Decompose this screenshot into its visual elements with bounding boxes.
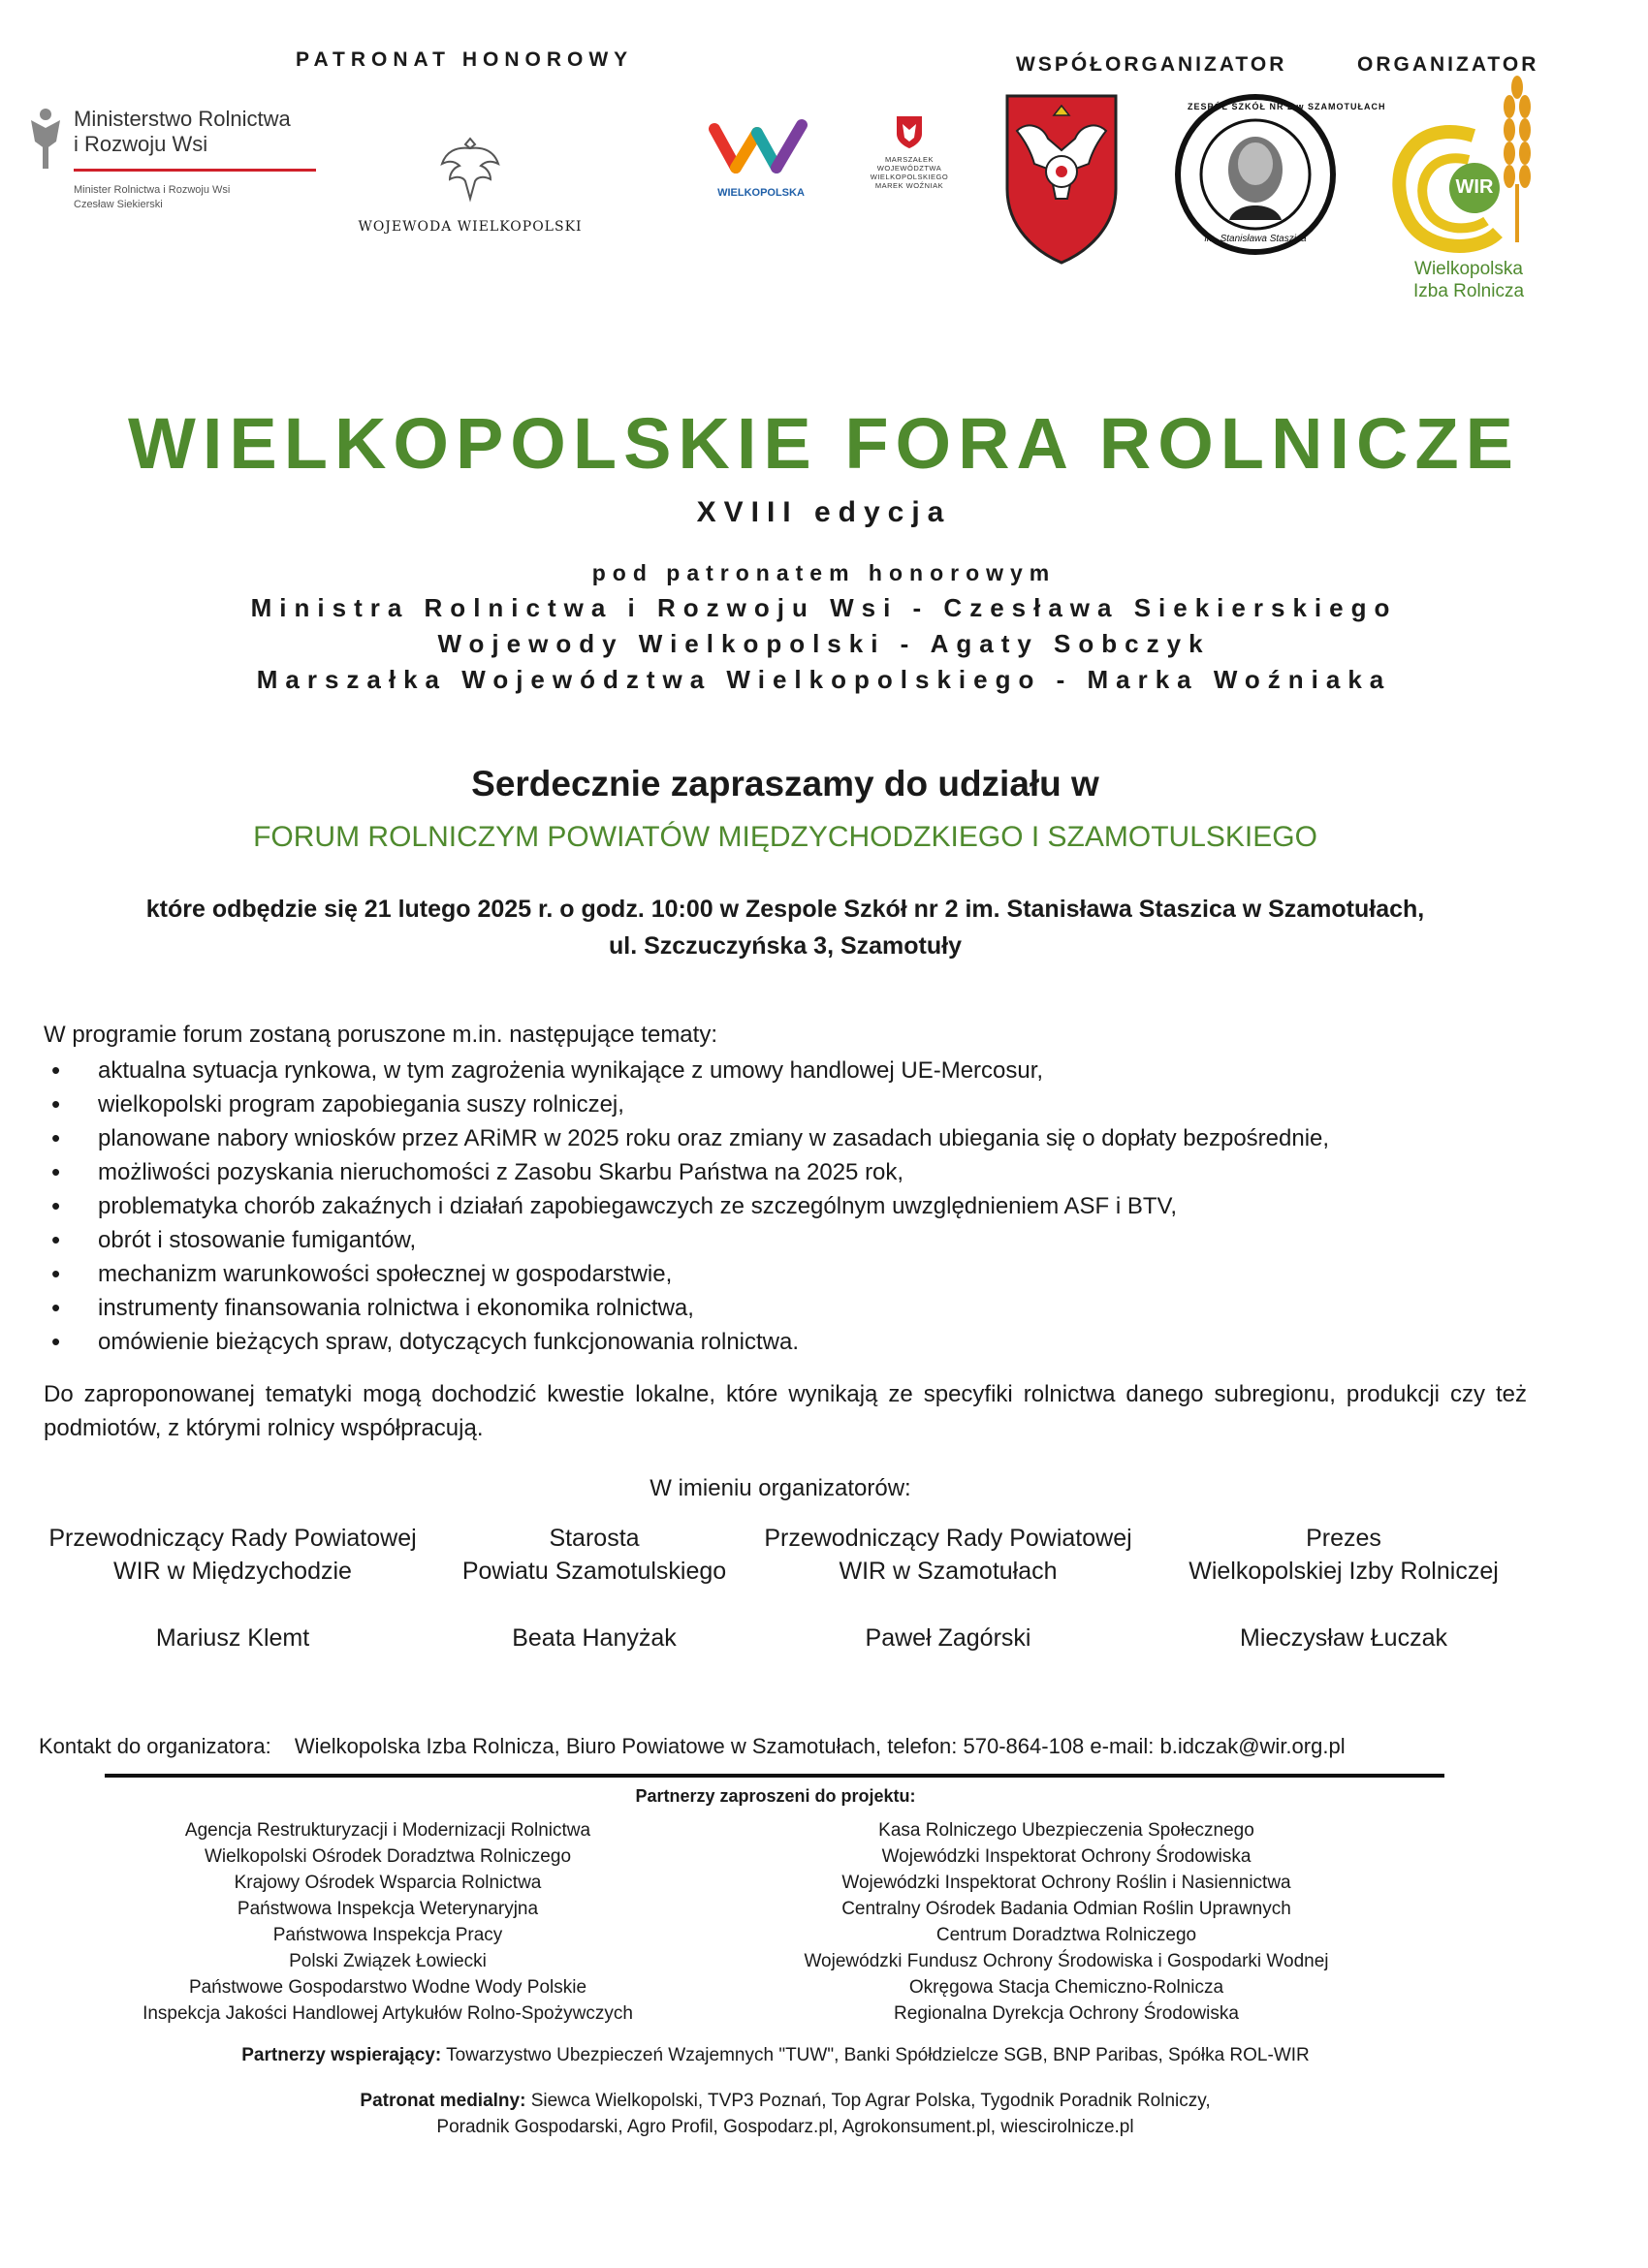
wielkopolska-w-icon bbox=[707, 111, 813, 179]
school-bottom-text: im. Stanisława Staszica bbox=[1204, 234, 1307, 244]
list-item: • możliwości pozyskania nieruchomości z Zasobu Skarbu Państwa na 2025 rok, bbox=[44, 1155, 1556, 1189]
wojewoda-label: WOJEWODA WIELKOPOLSKI bbox=[358, 219, 583, 235]
wir-name-line1: Wielkopolska bbox=[1414, 259, 1523, 279]
school-logo bbox=[1173, 92, 1386, 257]
partner-item: Państwowa Inspekcja Weterynaryjna bbox=[237, 1899, 539, 1919]
ministry-divider bbox=[74, 169, 316, 172]
invitation-heading: Serdecznie zapraszamy do udziału w bbox=[471, 764, 1099, 803]
partner-item: Kasa Rolniczego Ubezpieczenia Społecznego bbox=[878, 1820, 1254, 1841]
marszalek-line-3: WIELKOPOLSKIEGO bbox=[870, 173, 949, 181]
organizator-label: ORGANIZATOR bbox=[1357, 53, 1539, 76]
topics-list bbox=[44, 1054, 1556, 1359]
wir-logo bbox=[1372, 78, 1546, 310]
ministry-name-line1: Ministerstwo Rolnictwa bbox=[74, 107, 291, 131]
ministry-name-line2: i Rozwoju Wsi bbox=[74, 132, 208, 156]
signature-block bbox=[410, 1522, 778, 1654]
powiat-coat-of-arms bbox=[1003, 92, 1120, 267]
wir-badge: WIR bbox=[1455, 176, 1494, 198]
marszalek-logo bbox=[851, 114, 967, 211]
eagle-emblem-icon bbox=[436, 131, 504, 208]
signature-role: Przewodniczący Rady Powiatowej bbox=[764, 1525, 1132, 1552]
wielkopolska-label: WIELKOPOLSKA bbox=[717, 187, 805, 199]
supporting-label: Partnerzy wspierający: bbox=[241, 2045, 442, 2065]
details-line1: które odbędzie się 21 lutego 2025 r. o godz. 10:00 w Zespole Szkół nr 2 im. Stanisława Staszica w Szamotułach, bbox=[145, 896, 1425, 923]
partner-item: Wojewódzki Inspektorat Ochrony Roślin i Nasiennictwa bbox=[841, 1873, 1291, 1893]
list-item: • instrumenty finansowania rolnictwa i ekonomika rolnictwa, bbox=[44, 1291, 1556, 1325]
partners-right-column bbox=[776, 1817, 1357, 2027]
signature-name: Mariusz Klemt bbox=[155, 1624, 310, 1652]
school-emblem-icon bbox=[1173, 92, 1386, 257]
partner-item: Centralny Ośrodek Badania Odmian Roślin Uprawnych bbox=[841, 1899, 1291, 1919]
edition: XVIII edycja bbox=[696, 496, 952, 528]
list-item: • mechanizm warunkowości społecznej w gospodarstwie, bbox=[44, 1257, 1556, 1291]
partner-item: Wojewódzki Inspektorat Ochrony Środowiska bbox=[881, 1846, 1252, 1867]
signature-name: Mieczysław Łuczak bbox=[1240, 1624, 1447, 1652]
patron-2: Wojewody Wielkopolski - Agaty Sobczyk bbox=[437, 629, 1211, 658]
media-text-line2: Poradnik Gospodarski, Agro Profil, Gospodarz.pl, Agrokonsument.pl, wiescirolnicze.pl bbox=[436, 2117, 1134, 2137]
partner-item: Wojewódzki Fundusz Ochrony Środowiska i Gospodarki Wodnej bbox=[804, 1951, 1329, 1971]
signature-block bbox=[764, 1522, 1132, 1654]
partner-item: Agencja Restrukturyzacji i Modernizacji Rolnictwa bbox=[184, 1820, 591, 1841]
ministry-sub-line1: Minister Rolnictwa i Rozwoju Wsi bbox=[74, 184, 231, 196]
partner-item: Polski Związek Łowiecki bbox=[289, 1951, 487, 1971]
supporting-text: Towarzystwo Ubezpieczeń Wzajemnych "TUW", Banki Spółdzielcze SGB, BNP Paribas, Spółka ROL-WIR bbox=[446, 2045, 1310, 2065]
signature-name: Beata Hanyżak bbox=[512, 1624, 677, 1652]
media-label: Patronat medialny: bbox=[360, 2091, 526, 2111]
patron-3: Marszałka Województwa Wielkopolskiego - Marka Woźniaka bbox=[256, 665, 1392, 694]
signature-role: Wielkopolskiej Izby Rolniczej bbox=[1188, 1558, 1499, 1585]
signature-role: WIR w Międzychodzie bbox=[113, 1558, 352, 1585]
signatures-intro: W imieniu organizatorów: bbox=[650, 1475, 911, 1501]
partners-heading: Partnerzy zaproszeni do projektu: bbox=[635, 1786, 916, 1806]
wir-wheat-icon bbox=[1372, 78, 1546, 262]
media-patronage bbox=[0, 2088, 1570, 2140]
partner-item: Regionalna Dyrekcja Ochrony Środowiska bbox=[894, 2003, 1239, 2024]
school-top-text: ZESPÓŁ SZKÓŁ NR 2 w SZAMOTUŁACH bbox=[1188, 102, 1386, 111]
partner-item: Inspekcja Jakości Handlowej Artykułów Rolno-Spożywczych bbox=[143, 2003, 633, 2024]
list-item: • obrót i stosowanie fumigantów, bbox=[44, 1223, 1556, 1257]
signature-role: Powiatu Szamotulskiego bbox=[461, 1558, 727, 1585]
patronat-label: PATRONAT HONOROWY bbox=[296, 48, 634, 71]
partner-item: Krajowy Ośrodek Wsparcia Rolnictwa bbox=[234, 1873, 542, 1893]
partner-item: Państwowe Gospodarstwo Wodne Wody Polskie bbox=[188, 1977, 587, 1998]
signature-name: Paweł Zagórski bbox=[865, 1624, 1031, 1652]
contact-label: Kontakt do organizatora: bbox=[39, 1734, 271, 1758]
media-text-line1: Siewca Wielkopolski, TVP3 Poznań, Top Agrar Polska, Tygodnik Poradnik Rolniczy, bbox=[530, 2091, 1211, 2111]
wir-name-line2: Izba Rolnicza bbox=[1412, 281, 1525, 301]
signature-role: Starosta bbox=[549, 1525, 640, 1552]
marszalek-line-2: WOJEWÓDZTWA bbox=[876, 164, 942, 173]
contact-divider bbox=[105, 1774, 1444, 1778]
wojewoda-logo bbox=[339, 131, 601, 237]
signature-block bbox=[1159, 1522, 1528, 1654]
partner-item: Wielkopolski Ośrodek Doradztwa Rolniczego bbox=[204, 1846, 572, 1867]
wielkopolska-logo bbox=[703, 111, 819, 208]
ministry-logo bbox=[21, 97, 312, 223]
signature-role: Przewodniczący Rady Powiatowej bbox=[48, 1525, 417, 1552]
signature-role: Prezes bbox=[1306, 1525, 1381, 1552]
signature-block bbox=[48, 1522, 417, 1654]
contact-line bbox=[39, 1734, 1346, 1759]
list-item: • omówienie bieżących spraw, dotyczących funkcjonowania rolnictwa. bbox=[44, 1325, 1556, 1359]
partner-item: Centrum Doradztwa Rolniczego bbox=[935, 1925, 1197, 1945]
signature-role: WIR w Szamotułach bbox=[839, 1558, 1058, 1585]
partner-item: Państwowa Inspekcja Pracy bbox=[272, 1925, 503, 1945]
patronage-intro: pod patronatem honorowym bbox=[591, 560, 1057, 585]
supporting-partners bbox=[0, 2045, 1551, 2066]
partners-left-column bbox=[97, 1817, 679, 2027]
details-line2: ul. Szczuczyńska 3, Szamotuły bbox=[608, 932, 962, 960]
program-intro: W programie forum zostaną poruszone m.in. następujące tematy: bbox=[44, 1022, 717, 1048]
marszalek-line-4: MAREK WOŹNIAK bbox=[874, 181, 944, 190]
patron-1: Ministra Rolnictwa i Rozwoju Wsi - Czesława Siekierskiego bbox=[250, 593, 1398, 622]
marszalek-crest-icon bbox=[895, 114, 924, 149]
main-title: WIELKOPOLSKIE FORA ROLNICZE bbox=[127, 403, 1520, 484]
list-item: • aktualna sytuacja rynkowa, w tym zagrożenia wynikające z umowy handlowej UE-Mercosur, bbox=[44, 1054, 1556, 1087]
list-item: • problematyka chorób zakaźnych i działań zapobiegawczych ze szczególnym uwzględnieniem ASF i BTV, bbox=[44, 1189, 1556, 1223]
forum-name: FORUM ROLNICZYM POWIATÓW MIĘDZYCHODZKIEGO I SZAMOTULSKIEGO bbox=[253, 821, 1317, 853]
ministry-sub-line2: Czesław Siekierski bbox=[74, 199, 163, 210]
coat-of-arms-icon bbox=[1003, 92, 1120, 267]
list-item: • wielkopolski program zapobiegania suszy rolniczej, bbox=[44, 1087, 1556, 1121]
contact-text: Wielkopolska Izba Rolnicza, Biuro Powiatowe w Szamotułach, telefon: 570-864-108 e-mail: b.idczak@wir.org.pl bbox=[294, 1734, 1346, 1758]
ministry-emblem-icon bbox=[21, 101, 70, 178]
wspolorganizator-label: WSPÓŁORGANIZATOR bbox=[1016, 53, 1287, 76]
marszalek-lines bbox=[851, 155, 967, 190]
list-item: • planowane nabory wniosków przez ARiMR w 2025 roku oraz zmiany w zasadach ubiegania się o dopłaty bezpośrednie, bbox=[44, 1121, 1556, 1155]
marszalek-line-1: MARSZAŁEK bbox=[885, 155, 934, 164]
partner-item: Okręgowa Stacja Chemiczno-Rolnicza bbox=[908, 1977, 1224, 1998]
program-note: Do zaproponowanej tematyki mogą dochodzić kwestie lokalne, które wynikają ze specyfiki rolnictwa danego subregionu, produkcji czy też podmiotów, z którymi rolnicy współpracują. bbox=[44, 1381, 1527, 1441]
